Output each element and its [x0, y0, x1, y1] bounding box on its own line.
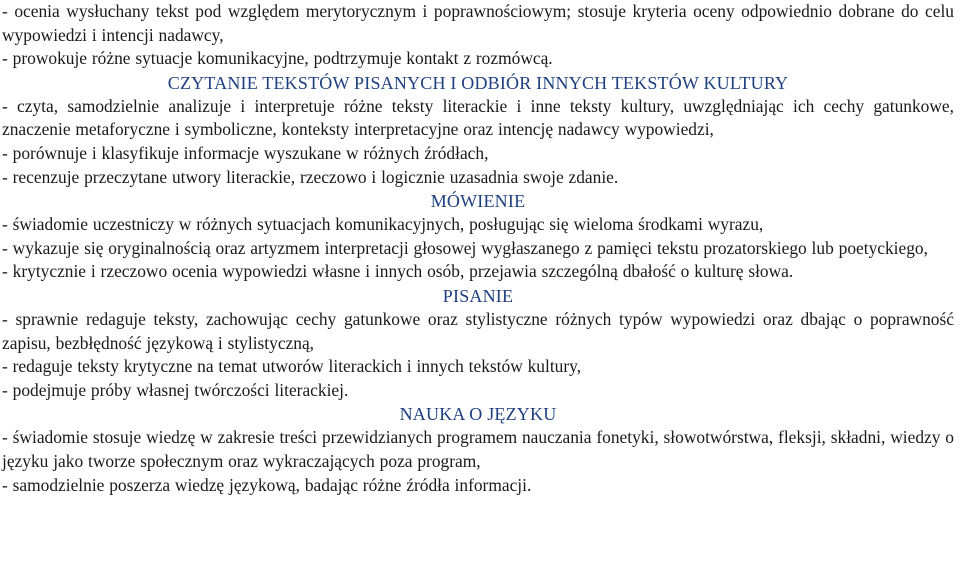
list-item: - sprawnie redaguje teksty, zachowując cechy gatunkowe oraz stylistyczne różnych typów wypowiedzi oraz dbając o poprawność zapisu, bezbłędność językową i stylistyczną, — [2, 308, 954, 353]
list-item: - świadomie stosuje wiedzę w zakresie treści przewidzianych programem nauczania fonetyki, słowotwórstwa, fleksji, składni, wiedzy o języku jako tworze społecznym oraz wykraczających poza program, — [2, 427, 954, 471]
list-item: - podejmuje próby własnej twórczości literackiej. — [2, 379, 349, 400]
section-language — [2, 402, 954, 497]
section-heading-speaking: MÓWIENIE — [430, 191, 526, 212]
list-item: - czyta, samodzielnie analizuje i interpretuje różne teksty literackie i inne teksty kultury, uwzględniając ich cechy gatunkowe, znaczenie metaforyczne i symboliczne, konteksty interpretacyjne oraz intencję nadawcy wypowiedzi, — [2, 95, 954, 140]
document-body — [2, 0, 954, 497]
section-heading-reading: CZYTANIE TEKSTÓW PISANYCH I ODBIÓR INNYCH TEKSTÓW KULTURY — [167, 72, 789, 93]
list-item: - ocenia wysłuchany tekst pod względem merytorycznym i poprawnościowym; stosuje kryteria oceny odpowiednio dobrane do celu wypowiedzi i intencji nadawcy, — [2, 1, 954, 45]
list-item: - redaguje teksty krytyczne na temat utworów literackich i innych tekstów kultury, — [2, 356, 582, 377]
list-item: - porównuje i klasyfikuje informacje wyszukane w różnych źródłach, — [2, 142, 489, 163]
section-heading-language: NAUKA O JĘZYKU — [399, 404, 557, 425]
list-item: - świadomie uczestniczy w różnych sytuacjach komunikacyjnych, posługując się wieloma środkami wyrazu, — [2, 214, 764, 235]
list-item: - wykazuje się oryginalnością oraz artyzmem interpretacji głosowej wygłaszanego z pamięci tekstu prozatorskiego lub poetyckiego, — [2, 237, 928, 258]
list-item: - samodzielnie poszerza wiedzę językową, badając różne źródła informacji. — [2, 474, 532, 495]
section-writing — [2, 284, 954, 402]
section-speaking — [2, 189, 954, 284]
list-item: - recenzuje przeczytane utwory literackie, rzeczowo i logicznie uzasadnia swoje zdanie. — [2, 166, 619, 187]
section-heading-writing: PISANIE — [442, 285, 514, 306]
section-reading — [2, 71, 954, 189]
list-item: - prowokuje różne sytuacje komunikacyjne, podtrzymuje kontakt z rozmówcą. — [2, 48, 553, 69]
section-listening-continued — [2, 0, 954, 71]
list-item: - krytycznie i rzeczowo ocenia wypowiedzi własne i innych osób, przejawia szczególną dbałość o kulturę słowa. — [2, 261, 794, 282]
